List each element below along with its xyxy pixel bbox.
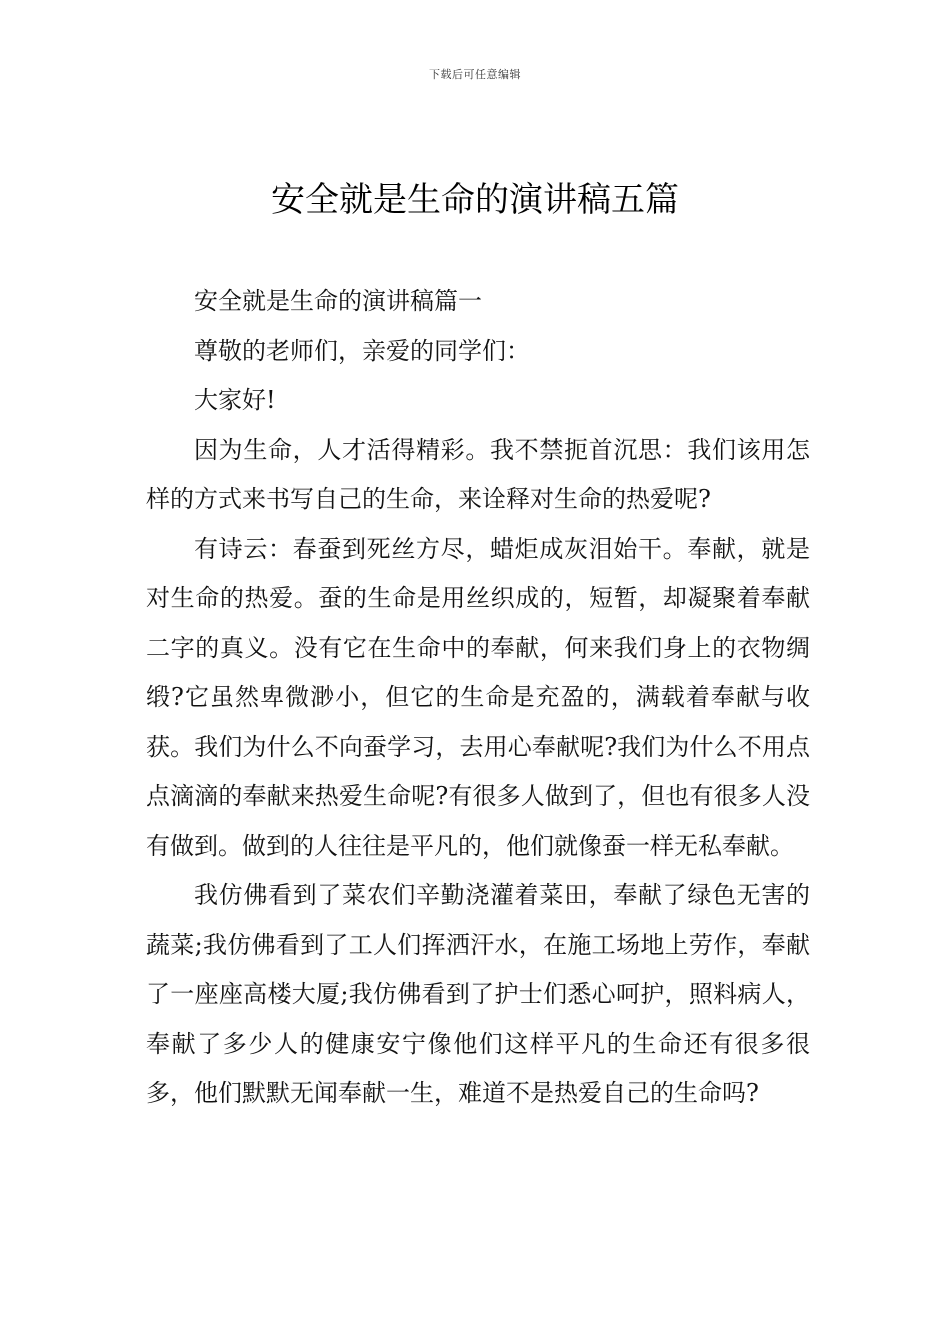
greeting: 大家好! <box>194 386 276 414</box>
document-body <box>146 277 810 1119</box>
document-title: 安全就是生命的演讲稿五篇 <box>271 180 679 220</box>
section-heading: 安全就是生命的演讲稿篇一 <box>194 287 482 315</box>
body-paragraph: 有诗云：春蚕到死丝方尽，蜡炬成灰泪始干。奉献，就是对生命的热爱。蚕的生命是用丝织成的，短暂，却凝聚着奉献二字的真义。没有它在生命中的奉献，何来我们身上的衣物绸缎?它虽然卑微渺小，但它的生命是充盈的，满载着奉献与收获。我们为什么不向蚕学习，去用心奉献呢?我们为什么不用点点滴滴的奉献来热爱生命呢?有很多人做到了，但也有很多人没有做到。做到的人往往是平凡的，他们就像蚕一样无私奉献。 <box>146 534 810 860</box>
salutation: 尊敬的老师们，亲爱的同学们： <box>194 336 530 365</box>
body-paragraph: 因为生命，人才活得精彩。我不禁扼首沉思：我们该用怎样的方式来书写自己的生命，来诠释对生命的热爱呢? <box>146 435 810 513</box>
body-paragraph: 我仿佛看到了菜农们辛勤浇灌着菜田，奉献了绿色无害的蔬菜;我仿佛看到了工人们挥洒汗水，在施工场地上劳作，奉献了一座座高楼大厦;我仿佛看到了护士们悉心呵护，照料病人，奉献了多少人的健康安宁像他们这样平凡的生命还有很多很多，他们默默无闻奉献一生，难道不是热爱自己的生命吗? <box>146 881 810 1107</box>
header-note: 下载后可任意编辑 <box>429 68 521 81</box>
